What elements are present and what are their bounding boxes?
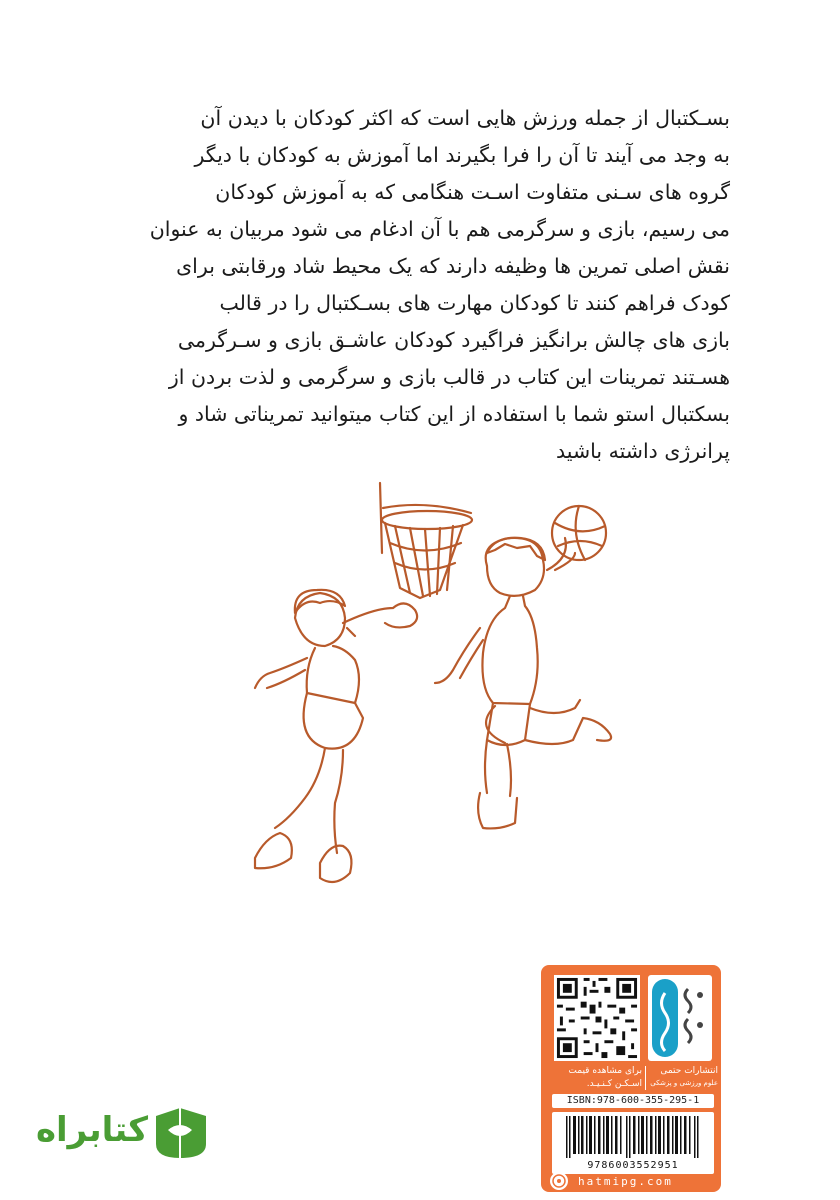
text-line: نقش اصلی تمرین ها وظیفه دارند که یک محیط شاد ورقابتی برای — [176, 254, 730, 278]
publisher-subtitle: علوم ورزشی و پزشکی — [650, 1079, 718, 1087]
barcode-icon — [552, 1112, 714, 1158]
hatmi-logo-icon — [648, 975, 712, 1061]
isbn-label: ISBN:978-600-355-295-1 — [552, 1094, 714, 1108]
scan-text-line1: برای مشاهده قیمت — [568, 1066, 642, 1076]
text-line: بسـکتبال از جمله ورزش هایی است که اکثر کودکان با دیدن آن — [200, 106, 730, 130]
text-line: می رسیم، بازی و سرگرمی هم با آن ادغام می شود مربیان به عنوان — [149, 217, 730, 241]
text-line: بازی های چالش برانگیز فراگیرد کودکان عاشـق بازی و سـرگرمی — [177, 328, 730, 352]
publisher-website[interactable]: hatmipg.com — [578, 1175, 673, 1188]
scan-text-line2: اسـکـن کـنـیـد. — [586, 1079, 642, 1089]
ketabrah-logo-icon — [150, 1102, 212, 1162]
publisher-logo — [648, 975, 712, 1061]
qr-code-icon[interactable] — [554, 975, 640, 1061]
back-cover-text — [120, 100, 730, 470]
text-line: پرانرژی داشته باشید — [556, 439, 730, 463]
publisher-name: انتشارات حتمی — [660, 1066, 718, 1076]
divider — [645, 1066, 646, 1090]
text-line: هسـتند تمرینات این کتاب در قالب بازی و سرگرمی و لذت بردن از — [168, 365, 730, 389]
text-line: گروه های سـنی متفاوت اسـت هنگامی که به آموزش کودکان — [215, 180, 730, 204]
kids-basketball-illustration-icon — [225, 478, 625, 918]
text-line: بسکتبال استو شما با استفاده از این کتاب میتوانید تمریناتی شاد و — [178, 402, 730, 426]
text-line: به وجد می آیند تا آن را فرا بگیرند اما آموزش به کودکان با دیگر — [194, 143, 730, 167]
barcode-number: 9786003552951 — [587, 1160, 679, 1171]
ketabrah-watermark: کتابراه — [35, 1110, 148, 1150]
text-line: کودک فراهم کنند تا کودکان مهارت های بسـکتبال را در قالب — [219, 291, 730, 315]
publisher-seal-icon — [550, 1172, 568, 1190]
